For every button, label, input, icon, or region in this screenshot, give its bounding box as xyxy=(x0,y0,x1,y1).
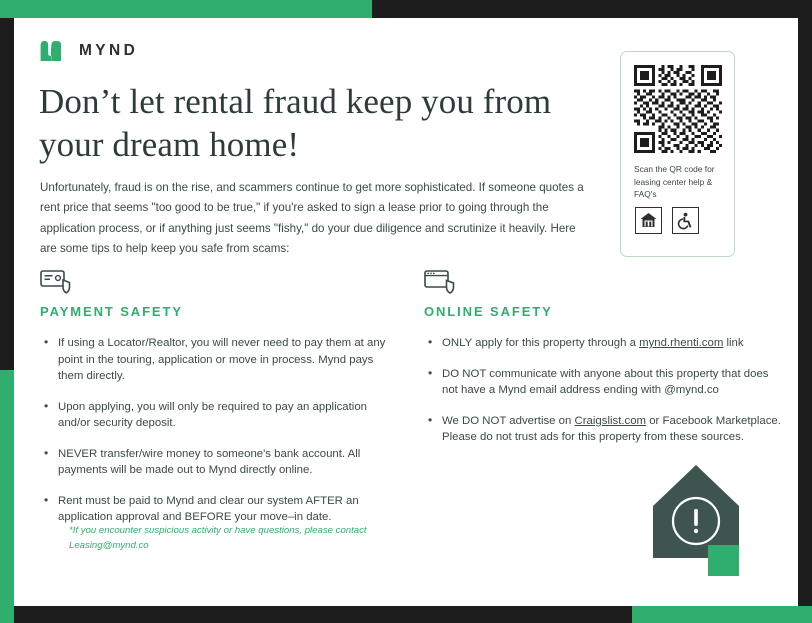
accessibility-wheelchair-icon xyxy=(672,207,699,234)
tip-text-post: or Facebook Marketplace. Please do not trust ads for this property from these sources. xyxy=(442,414,781,443)
online-safety-tips xyxy=(424,335,784,446)
page-title: Don’t let rental fraud keep you from your dream home! xyxy=(39,82,552,164)
list-item: • Rent must be paid to Mynd and clear our system AFTER an application approval and BEFORE your move–in date. xyxy=(40,493,400,526)
footnote-contact: *If you encounter suspicious activity or have questions, please contact Leasing@mynd.co xyxy=(69,525,367,551)
qr-caption: Scan the QR code for leasing center help & FAQ's xyxy=(634,164,715,200)
payment-safety-tips xyxy=(40,335,400,526)
flyer-card xyxy=(14,18,798,606)
list-item: • If using a Locator/Realtor, you will never need to pay them at any point in the touring, application or move in process. Mynd pays them directly. xyxy=(40,335,400,385)
compliance-badges xyxy=(635,207,699,234)
brand-logo xyxy=(40,40,138,62)
qr-code-icon[interactable] xyxy=(634,65,722,153)
section-online-safety xyxy=(424,268,784,460)
section-payment-safety xyxy=(40,268,400,540)
list-item xyxy=(424,413,784,446)
equal-housing-opportunity-icon xyxy=(635,207,662,234)
mynd-logo-icon xyxy=(40,40,70,62)
section-title-online: ONLINE SAFETY xyxy=(424,304,553,319)
list-item: • DO NOT communicate with anyone about this property that does not have a Mynd email address ending with @mynd.co xyxy=(424,366,784,399)
decorative-band-left xyxy=(0,370,14,623)
list-item: • Upon applying, you will only be required to pay an application and/or security deposit. xyxy=(40,399,400,432)
list-item xyxy=(424,335,784,352)
intro-paragraph: Unfortunately, fraud is on the rise, and scammers continue to get more sophisticated. If someone quotes a rent price that seems "too good to be true," if you're asked to sign a lease prior to going through the application process, or if anything just seems "fishy," do your due diligence and scrutinize it heavily. Here are some tips to help keep you safe from scams: xyxy=(40,181,584,256)
browser-shield-icon xyxy=(424,268,784,294)
list-item: • NEVER transfer/wire money to someone's bank account. All payments will be made out to Mynd directly online. xyxy=(40,446,400,479)
mynd-rhenti-link[interactable]: mynd.rhenti.com xyxy=(639,337,724,349)
decorative-band-top xyxy=(0,0,372,18)
qr-panel xyxy=(620,51,735,257)
brand-wordmark: MYND xyxy=(79,42,139,59)
section-title-payment: PAYMENT SAFETY xyxy=(40,304,183,319)
house-alert-icon xyxy=(640,458,760,576)
decorative-band-bottom xyxy=(632,606,812,623)
tip-text-pre: ONLY apply for this property through a xyxy=(442,337,640,349)
payment-shield-icon xyxy=(40,268,400,294)
tip-text-post: link xyxy=(723,337,744,349)
tip-text-pre: We DO NOT advertise on xyxy=(442,414,575,427)
craigslist-link[interactable]: Craigslist.com xyxy=(574,414,647,427)
